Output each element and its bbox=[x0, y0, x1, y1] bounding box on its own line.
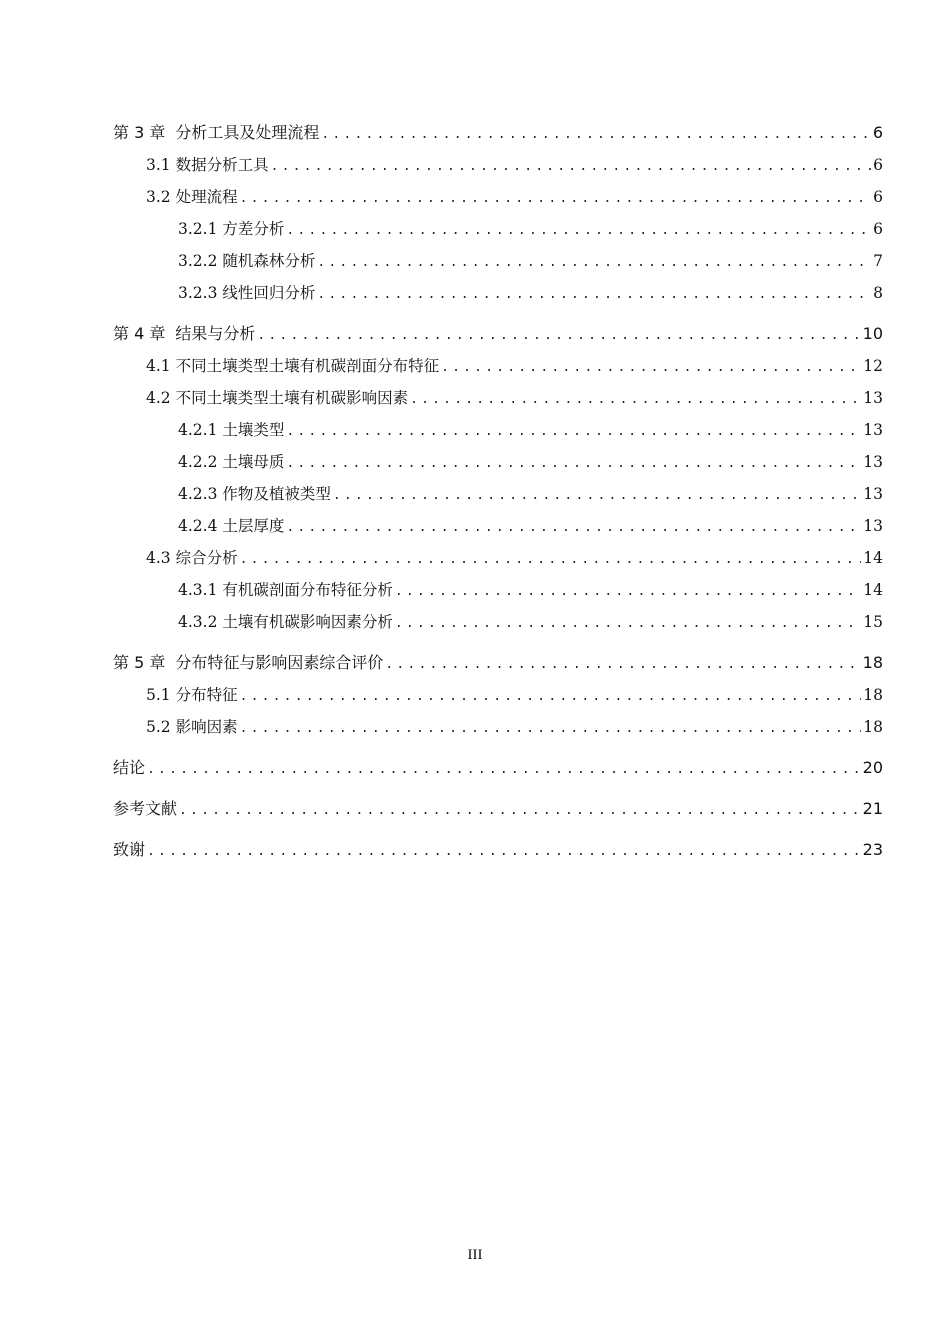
toc-entry-title: 3.2 处理流程 bbox=[146, 188, 238, 206]
toc-page-number: 8 bbox=[873, 284, 883, 302]
toc-entry-title: 4.1 不同土壤类型土壤有机碳剖面分布特征 bbox=[146, 357, 440, 375]
toc-page-number: 23 bbox=[862, 840, 883, 859]
toc-entry[interactable] bbox=[113, 181, 883, 213]
toc-entry-title: 分布特征与影响因素综合评价 bbox=[175, 653, 384, 672]
table-of-contents bbox=[113, 117, 883, 866]
toc-page-number: 7 bbox=[873, 252, 883, 270]
toc-entry[interactable] bbox=[113, 679, 883, 711]
toc-entry-title: 4.2.1 土壤类型 bbox=[178, 421, 285, 439]
toc-dot-leader bbox=[147, 754, 861, 786]
toc-chapter-number: 第 4 章 bbox=[113, 324, 166, 343]
toc-dot-leader bbox=[271, 151, 872, 183]
toc-dot-leader bbox=[179, 795, 861, 827]
toc-entry-title: 结论 bbox=[113, 758, 146, 777]
toc-entry-title: 4.3.2 土壤有机碳影响因素分析 bbox=[178, 613, 393, 631]
toc-entry[interactable] bbox=[113, 793, 883, 825]
toc-entry-title: 4.2.2 土壤母质 bbox=[178, 453, 285, 471]
toc-entry[interactable] bbox=[113, 277, 883, 309]
toc-dot-leader bbox=[385, 649, 860, 681]
toc-entry[interactable] bbox=[113, 510, 883, 542]
toc-entry-title: 4.2.3 作物及植被类型 bbox=[178, 485, 331, 503]
toc-page-number: 18 bbox=[863, 686, 883, 704]
toc-entry[interactable] bbox=[113, 318, 883, 350]
toc-page-number: 13 bbox=[863, 453, 883, 471]
toc-entry-title: 4.3.1 有机碳剖面分布特征分析 bbox=[178, 581, 393, 599]
toc-dot-leader bbox=[317, 247, 871, 279]
toc-entry[interactable] bbox=[113, 834, 883, 866]
toc-entry-title: 5.1 分布特征 bbox=[146, 686, 238, 704]
toc-dot-leader bbox=[321, 119, 870, 151]
toc-page-number: 15 bbox=[863, 613, 883, 631]
toc-entry[interactable] bbox=[113, 711, 883, 743]
toc-entry[interactable] bbox=[113, 149, 883, 181]
toc-entry-title: 3.2.2 随机森林分析 bbox=[178, 252, 316, 270]
toc-dot-leader bbox=[240, 681, 862, 713]
toc-dot-leader bbox=[286, 512, 861, 544]
toc-dot-leader bbox=[395, 608, 861, 640]
toc-entry-title: 致谢 bbox=[113, 840, 146, 859]
toc-entry-title: 参考文献 bbox=[113, 799, 178, 818]
toc-entry[interactable] bbox=[113, 213, 883, 245]
toc-page-number: 21 bbox=[862, 799, 883, 818]
toc-dot-leader bbox=[410, 384, 861, 416]
toc-dot-leader bbox=[240, 713, 862, 745]
toc-page-number: 20 bbox=[862, 758, 883, 777]
toc-dot-leader bbox=[257, 320, 860, 352]
toc-entry[interactable] bbox=[113, 574, 883, 606]
toc-dot-leader bbox=[441, 352, 861, 384]
toc-entry[interactable] bbox=[113, 245, 883, 277]
toc-page-number: 12 bbox=[863, 357, 883, 375]
toc-chapter-number: 第 3 章 bbox=[113, 123, 166, 142]
toc-entry-title: 3.2.1 方差分析 bbox=[178, 220, 285, 238]
toc-entry-title: 分析工具及处理流程 bbox=[175, 123, 320, 142]
toc-entry[interactable] bbox=[113, 752, 883, 784]
toc-dot-leader bbox=[286, 215, 871, 247]
toc-entry-title: 3.2.3 线性回归分析 bbox=[178, 284, 316, 302]
toc-dot-leader bbox=[240, 183, 872, 215]
toc-dot-leader bbox=[286, 416, 861, 448]
toc-page-number: 14 bbox=[863, 581, 883, 599]
toc-entry-title: 4.2.4 土层厚度 bbox=[178, 517, 285, 535]
toc-page-number: 18 bbox=[863, 718, 883, 736]
toc-dot-leader bbox=[147, 836, 861, 868]
toc-dot-leader bbox=[240, 544, 862, 576]
page-number: III bbox=[467, 1247, 483, 1263]
toc-dot-leader bbox=[317, 279, 871, 311]
toc-entry[interactable] bbox=[113, 382, 883, 414]
toc-entry-title: 4.2 不同土壤类型土壤有机碳影响因素 bbox=[146, 389, 409, 407]
toc-entry[interactable] bbox=[113, 446, 883, 478]
toc-page-number: 13 bbox=[863, 517, 883, 535]
toc-page-number: 6 bbox=[873, 156, 883, 174]
toc-page-number: 13 bbox=[863, 485, 883, 503]
toc-entry[interactable] bbox=[113, 647, 883, 679]
toc-entry-title: 3.1 数据分析工具 bbox=[146, 156, 269, 174]
toc-dot-leader bbox=[333, 480, 861, 512]
toc-entry-title: 结果与分析 bbox=[175, 324, 256, 343]
toc-page-number: 6 bbox=[873, 220, 883, 238]
toc-entry[interactable] bbox=[113, 117, 883, 149]
toc-dot-leader bbox=[286, 448, 861, 480]
toc-page-number: 18 bbox=[862, 653, 883, 672]
toc-page-number: 13 bbox=[863, 389, 883, 407]
toc-entry-title: 5.2 影响因素 bbox=[146, 718, 238, 736]
toc-page-number: 6 bbox=[872, 123, 883, 142]
toc-entry[interactable] bbox=[113, 350, 883, 382]
toc-page-number: 14 bbox=[863, 549, 883, 567]
toc-entry[interactable] bbox=[113, 414, 883, 446]
toc-chapter-number: 第 5 章 bbox=[113, 653, 166, 672]
toc-page-number: 6 bbox=[873, 188, 883, 206]
toc-page-number: 13 bbox=[863, 421, 883, 439]
toc-page-number: 10 bbox=[862, 324, 883, 343]
toc-entry-title: 4.3 综合分析 bbox=[146, 549, 238, 567]
toc-entry[interactable] bbox=[113, 606, 883, 638]
toc-entry[interactable] bbox=[113, 542, 883, 574]
toc-dot-leader bbox=[395, 576, 861, 608]
toc-entry[interactable] bbox=[113, 478, 883, 510]
